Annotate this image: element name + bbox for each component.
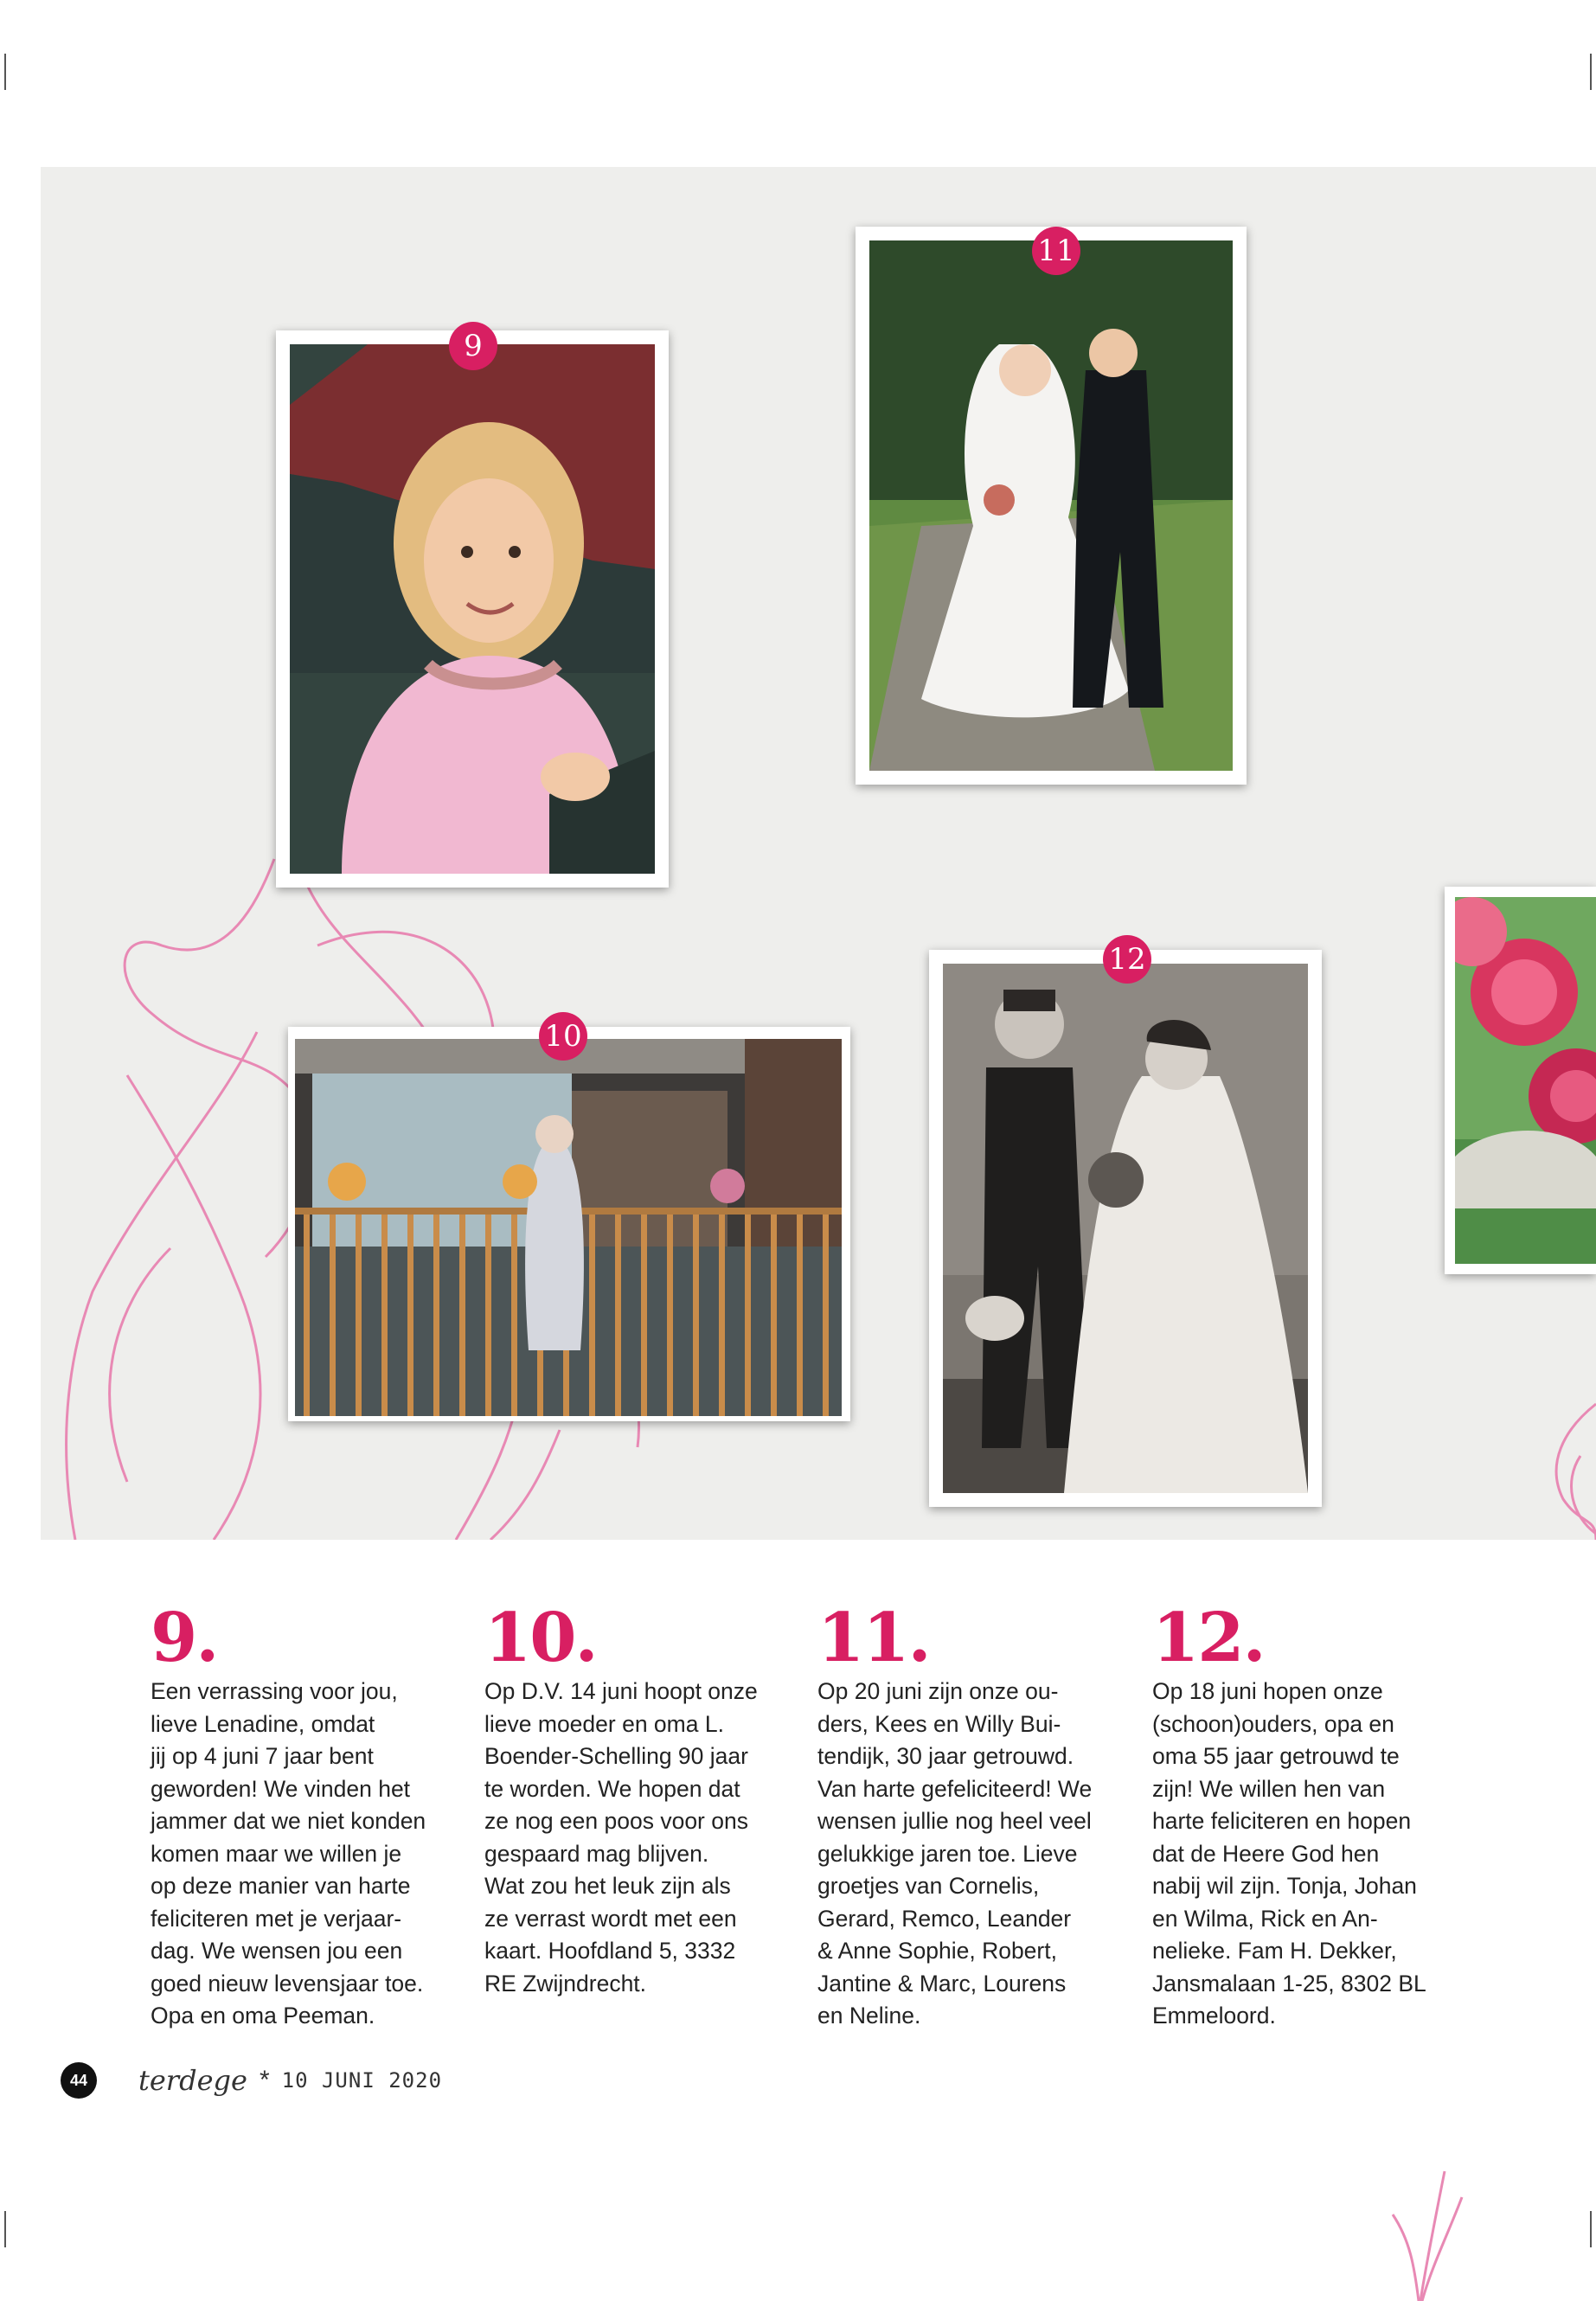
entry-9-number: 9.: [151, 1599, 218, 1677]
photo-flowers-partial: [1445, 887, 1596, 1274]
photo-9-image: [290, 344, 655, 874]
crop-mark-top-left: [4, 54, 6, 90]
page-number-badge: 44: [61, 2062, 97, 2099]
entry-10-number: 10.: [484, 1599, 597, 1677]
photo-badge-9: 9: [449, 322, 497, 370]
photo-badge-12: 12: [1103, 935, 1151, 984]
crop-mark-bottom-left: [4, 2211, 6, 2247]
magazine-brand: terdege: [138, 2064, 247, 2097]
photo-10-image: [295, 1039, 842, 1416]
crop-mark-top-right: [1590, 54, 1592, 90]
entry-9-text: Een verrassing voor jou, lieve Lenadine, omdat jij op 4 juni 7 jaar bent geworden! We vinden het jammer dat we niet konden komen maar we willen je op deze manier van harte feliciteren met je verjaar- dag. We wensen jou een goed nieuw levensjaar toe. Opa en oma Peeman.: [151, 1678, 426, 2029]
photo-9-girl: [276, 330, 669, 888]
photo-badge-10: 10: [539, 1012, 587, 1061]
entry-10-text: Op D.V. 14 juni hoopt onze lieve moeder en oma L. Boender-Schelling 90 jaar te worden. We hopen dat ze nog een poos voor ons gespaard mag blijven. Wat zou het leuk zijn als ze verrast wordt met een kaart. Hoofdland 5, 3332 RE Zwijndrecht.: [484, 1678, 758, 1997]
crop-mark-bottom-right: [1590, 2211, 1592, 2247]
entry-9: [151, 1599, 449, 2033]
entry-11-number: 11.: [817, 1599, 930, 1677]
entry-12: [1152, 1599, 1451, 2033]
page-footer: [61, 2059, 442, 2102]
entry-10: [484, 1599, 783, 2000]
photo-12-image: [943, 964, 1308, 1493]
photo-11-wedding: [856, 227, 1247, 785]
entry-12-number: 12.: [1152, 1599, 1265, 1677]
photo-badge-11: 11: [1032, 227, 1080, 275]
footer-separator: *: [259, 2066, 270, 2094]
issue-date: 10 JUNI 2020: [281, 2068, 443, 2093]
entry-11: [817, 1599, 1116, 2033]
photo-12-wedding-bw: [929, 950, 1322, 1507]
bottom-floral-sketch: [1367, 2163, 1471, 2301]
photo-11-image: [869, 240, 1233, 771]
entry-12-text: Op 18 juni hopen onze (schoon)ouders, opa en oma 55 jaar getrouwd te zijn! We willen hen van harte feliciteren en hopen dat de Heere God hen nabij wil zijn. Tonja, Johan en Wilma, Rick en An- nelieke. Fam H. Dekker, Jansmalaan 1-25, 8302 BL Emmeloord.: [1152, 1678, 1426, 2029]
photo-flowers-image: [1455, 897, 1596, 1264]
entry-11-text: Op 20 juni zijn onze ou- ders, Kees en Willy Bui- tendijk, 30 jaar getrouwd. Van harte gefeliciteerd! We wensen jullie nog heel veel gelukkige jaren toe. Lieve groetjes van Cornelis, Gerard, Remco, Leander & Anne Sophie, Robert, Jantine & Marc, Lourens en Neline.: [817, 1678, 1093, 2029]
photo-10-balcony: [288, 1027, 850, 1421]
